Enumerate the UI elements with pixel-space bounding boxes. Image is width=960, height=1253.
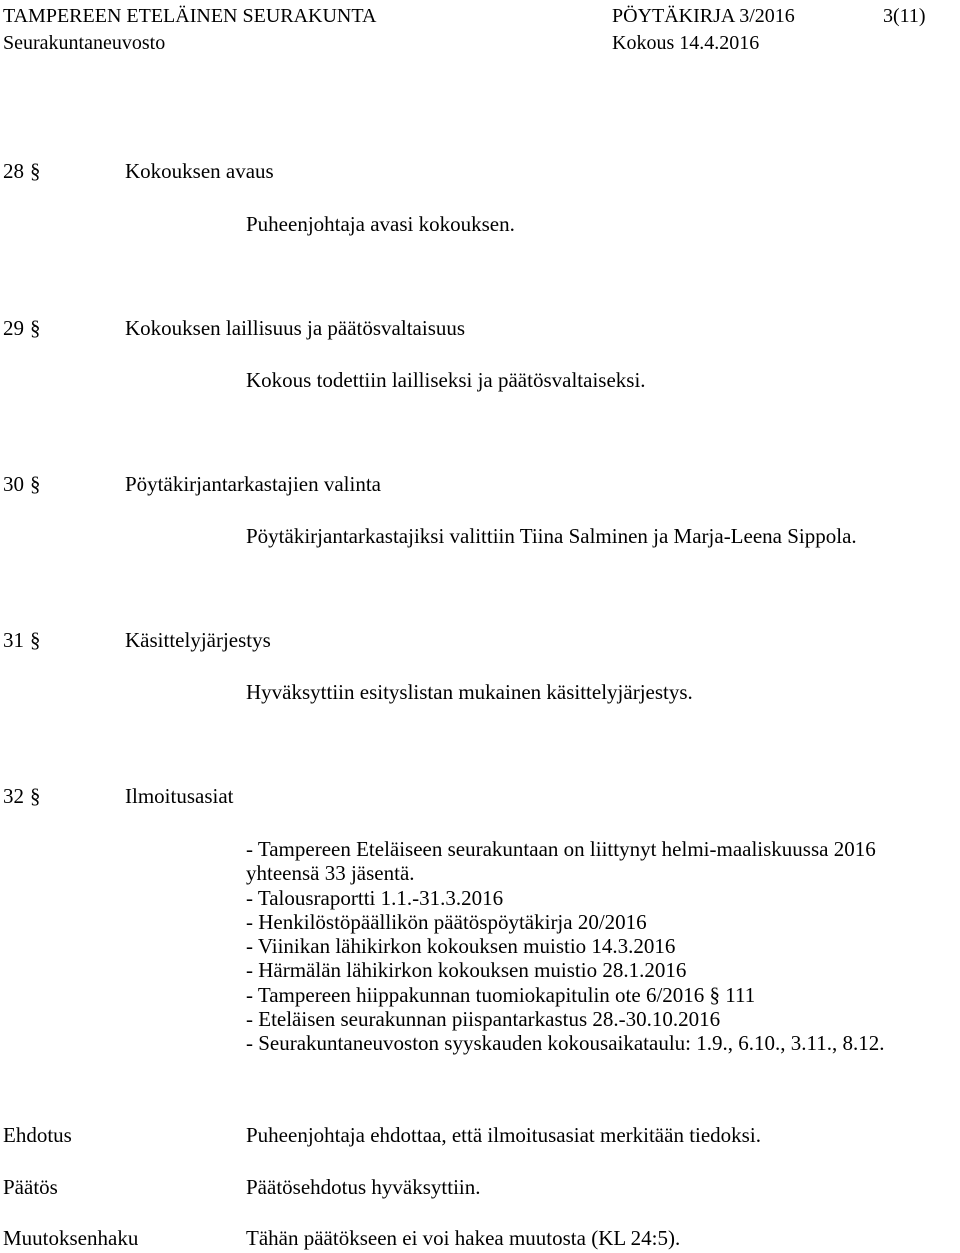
section-sign: § [30,472,41,496]
appeal-text: Tähän päätökseen ei voi hakea muutosta (KL 24:5). [246,1226,681,1250]
section-sign: § [30,784,41,808]
section-text: Kokous todettiin lailliseksi ja päätösvaltaiseksi. [246,368,646,392]
section-text: Pöytäkirjantarkastajiksi valittiin Tiina Salminen ja Marja-Leena Sippola. [246,524,857,548]
announcement-item: - Tampereen Eteläiseen seurakuntaan on liittynyt helmi-maaliskuussa 2016 yhteensä 33 jäsentä. [246,837,876,886]
section-sign: § [30,628,41,652]
announcement-item: - Henkilöstöpäällikön päätöspöytäkirja 20/2016 [246,909,647,934]
section-text: Puheenjohtaja avasi kokouksen. [246,212,515,236]
decision-text: Päätösehdotus hyväksyttiin. [246,1175,481,1199]
announcement-item: - Viinikan lähikirkon kokouksen muistio 14.3.2016 [246,934,676,959]
appeal-label: Muutoksenhaku [3,1226,139,1250]
section-number: 28 [3,159,24,183]
announcement-list [246,837,906,1056]
section-number: 29 [3,316,24,340]
proposal-label: Ehdotus [3,1123,72,1147]
section-title: Kokouksen laillisuus ja päätösvaltaisuus [125,316,466,340]
announcement-item: - Härmälän lähikirkon kokouksen muistio 28.1.2016 [246,958,687,983]
section-title: Pöytäkirjantarkastajien valinta [125,472,381,496]
proposal-text: Puheenjohtaja ehdottaa, että ilmoitusasiat merkitään tiedoksi. [246,1123,761,1147]
announcement-item: - Tampereen hiippakunnan tuomiokapitulin ote 6/2016 § 111 [246,982,756,1007]
meeting-date: Kokous 14.4.2016 [612,32,760,54]
decision-label: Päätös [3,1175,58,1199]
document-title: PÖYTÄKIRJA 3/2016 [612,5,795,27]
announcement-item: - Eteläisen seurakunnan piispantarkastus 28.-30.10.2016 [246,1007,721,1032]
section-number: 30 [3,472,24,496]
section-sign: § [30,159,41,183]
page-number: 3(11) [883,5,926,27]
section-number: 31 [3,628,24,652]
section-text: Hyväksyttiin esityslistan mukainen käsittelyjärjestys. [246,680,693,704]
section-title: Ilmoitusasiat [125,784,234,808]
announcement-item: - Talousraportti 1.1.-31.3.2016 [246,885,504,910]
section-title: Kokouksen avaus [125,159,274,183]
organization-name: TAMPEREEN ETELÄINEN SEURAKUNTA [3,5,377,27]
section-title: Käsittelyjärjestys [125,628,271,652]
section-sign: § [30,316,41,340]
section-number: 32 [3,784,24,808]
organ-name: Seurakuntaneuvosto [3,32,166,54]
announcement-item: - Seurakuntaneuvoston syyskauden kokousaikataulu: 1.9., 6.10., 3.11., 8.12. [246,1031,885,1056]
